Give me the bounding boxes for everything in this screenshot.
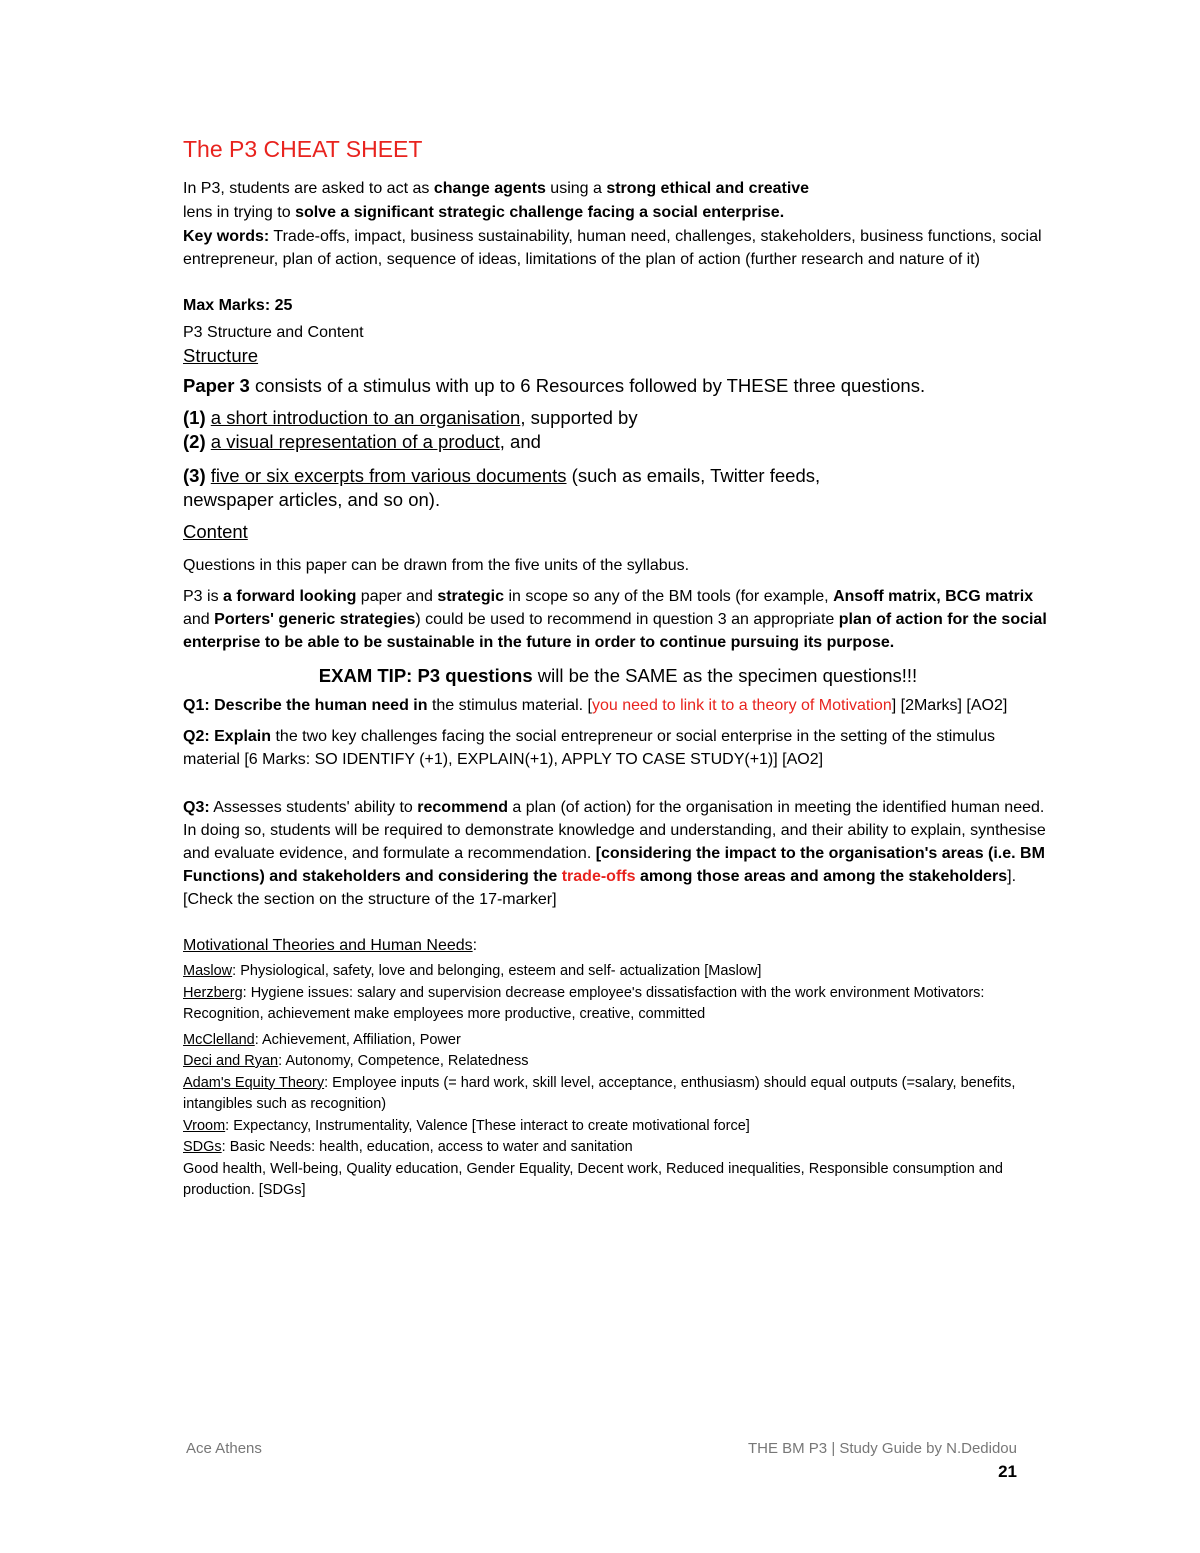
q3-text: ]. [Check the section on the structure of the 17-marker] [183,868,1017,908]
theory-item [183,1116,1053,1138]
q1-red-note: you need to link it to a theory of Motivation [592,697,892,714]
motivation-heading [183,934,1053,957]
question-1 [183,694,1053,717]
theory-name: SDGs [183,1139,222,1155]
q3-text: a plan (of action) for the organisation in meeting the identified human need. In doing so, students will be required to demonstrate knowledge and understanding, and their ability to explain, synthesise and evaluate evidence, and formulate a recommendation. [183,799,1046,862]
theory-name: McClelland [183,1031,255,1048]
theory-text: : Achievement, Affiliation, Power [254,1031,461,1048]
sdg-goals: Good health, Well-being, Quality education, Gender Equality, Decent work, Reduced inequalities, Responsible consumption and production. [SDGs] [183,1160,1004,1198]
q2-label: Q2: [183,728,210,745]
content-text: in scope so any of the BM tools (for example, [504,588,834,605]
theory-name: Vroom [183,1117,226,1134]
content-paragraph-2 [183,585,1053,654]
q3-label: Q3: [183,799,210,816]
exam-tip-text: will be the SAME as the specimen questions!!! [532,665,918,686]
content-bold: strategic [437,588,505,605]
q1-text: the stimulus material. [ [427,697,592,714]
q1-end: ] [2Marks] [AO2] [891,697,1008,714]
paper3-text: consists of a stimulus with up to 6 Resources followed by THESE three questions. [249,375,926,396]
content-text: ) could be used to recommend in question 3 an appropriate [415,611,839,628]
content-text: and [183,611,215,628]
q3-bold: recommend [417,799,508,816]
theory-text: : Employee inputs (= hard work, skill level, acceptance, enthusiasm) should equal outputs (=salary, benefits, intangibles such as recognition) [183,1074,1016,1112]
keywords-label: Key words: [183,228,270,245]
item-underlined: a visual representation of a product [210,431,500,452]
content-bold: plan of action for the social enterprise to be able to be sustainable in the future in order to continue pursuing its purpose. [183,611,1047,651]
motivation-heading-text: Motivational Theories and Human Needs [183,937,473,954]
content-bold: Porters' generic strategies [214,611,416,628]
item-underlined: a short introduction to an organisation [210,407,521,428]
theory-text: : Expectancy, Instrumentality, Valence [These interact to create motivational force] [225,1117,750,1134]
item-text: , supported by [520,407,638,428]
theory-item [183,1030,1053,1052]
max-marks: Max Marks: 25 [183,297,293,314]
theory-item [183,1137,1053,1159]
exam-tip-bold: EXAM TIP: P3 questions [318,665,533,686]
theory-text: : Basic Needs: health, education, access to water and sanitation [221,1139,633,1155]
intro-paragraph [183,177,983,225]
q3-text: Assesses students' ability to [209,799,418,816]
item-number: (1) [183,407,206,428]
theory-name: Herzberg [183,984,243,1001]
page-title: The P3 CHEAT SHEET [183,136,423,162]
intro-text: lens [183,204,213,221]
motivation-heading-colon: : [472,937,478,954]
structure-heading: Structure [183,345,259,366]
paper3-bold: Paper 3 [183,375,250,396]
exam-tip [183,664,1053,688]
content-bold: Ansoff matrix, BCG matrix [833,588,1034,605]
theory-item [183,983,1053,1026]
question-2 [183,725,1053,771]
theory-item [183,1051,1053,1073]
q1-label: Q1: Describe the human need in [183,697,428,714]
list-item [183,430,1053,454]
theory-item [183,1073,1053,1116]
theory-name: Maslow [183,963,233,979]
list-item [183,464,893,512]
intro-text: In P3, students are asked to act as [183,180,434,197]
intro-text: using a [545,180,607,197]
item-number: (2) [183,431,206,452]
content-paragraph-1: Questions in this paper can be drawn from the five units of the syllabus. [183,557,690,574]
item-number: (3) [183,465,206,486]
footer-left: Ace Athens [186,1440,262,1457]
intro-bold-challenge: solve a significant strategic challenge facing a social enterprise. [295,204,785,221]
question-3 [183,796,1053,911]
q2-bold: Explain [209,728,272,745]
paper3-paragraph [183,374,983,398]
document-page [183,136,1053,1202]
item-text: (such as emails, Twitter feeds, newspaper articles, and so on). [183,465,821,510]
list-item [183,406,1053,430]
keywords-text: Trade-offs, impact, business sustainability, human need, challenges, stakeholders, business functions, social entrepreneur, plan of action, sequence of ideas, limitations of the plan of action (further research and nature of it) [183,228,1042,268]
intro-bold-change-agents: change agents [433,180,546,197]
q3-bold: among those areas and among the stakeholders [635,868,1008,885]
theory-name: Adam's Equity Theory [183,1074,325,1091]
q3-bold: [considering the impact to the organisation's areas (i.e. BM Functions) and stakeholders and considering the [183,845,1045,885]
theory-text: : Hygiene issues: salary and supervision decrease employee's dissatisfaction with the work environment Motivators: Recognition, achievement make employees more productive, creative, committed [183,984,985,1022]
content-heading: Content [183,521,248,542]
theory-name: Deci and Ryan [183,1053,279,1069]
intro-text: in trying to [212,204,296,221]
q3-red-tradeoffs: trade-offs [561,868,636,885]
content-text: P3 is [183,588,224,605]
keywords-paragraph [183,225,1053,271]
footer-right: THE BM P3 | Study Guide by N.Dedidou [747,1440,1017,1457]
structure-content-label: P3 Structure and Content [183,324,364,341]
item-text: , and [499,431,541,452]
page-number: 21 [998,1462,1017,1481]
theory-item [183,961,1053,983]
intro-bold-ethical: strong ethical and creative [606,180,810,197]
theory-text: : Physiological, safety, love and belonging, esteem and self- actualization [Maslow] [232,963,762,979]
q2-text: the two key challenges facing the social entrepreneur or social enterprise in the setting of the stimulus material [6 Marks: SO IDENTIFY (+1), EXPLAIN(+1), APPLY TO CASE STUDY(+1)] [AO2] [183,728,995,768]
theory-text: : Autonomy, Competence, Relatedness [278,1053,529,1069]
item-underlined: five or six excerpts from various documents [210,465,567,486]
content-bold: a forward looking [223,588,357,605]
content-text: paper and [356,588,438,605]
